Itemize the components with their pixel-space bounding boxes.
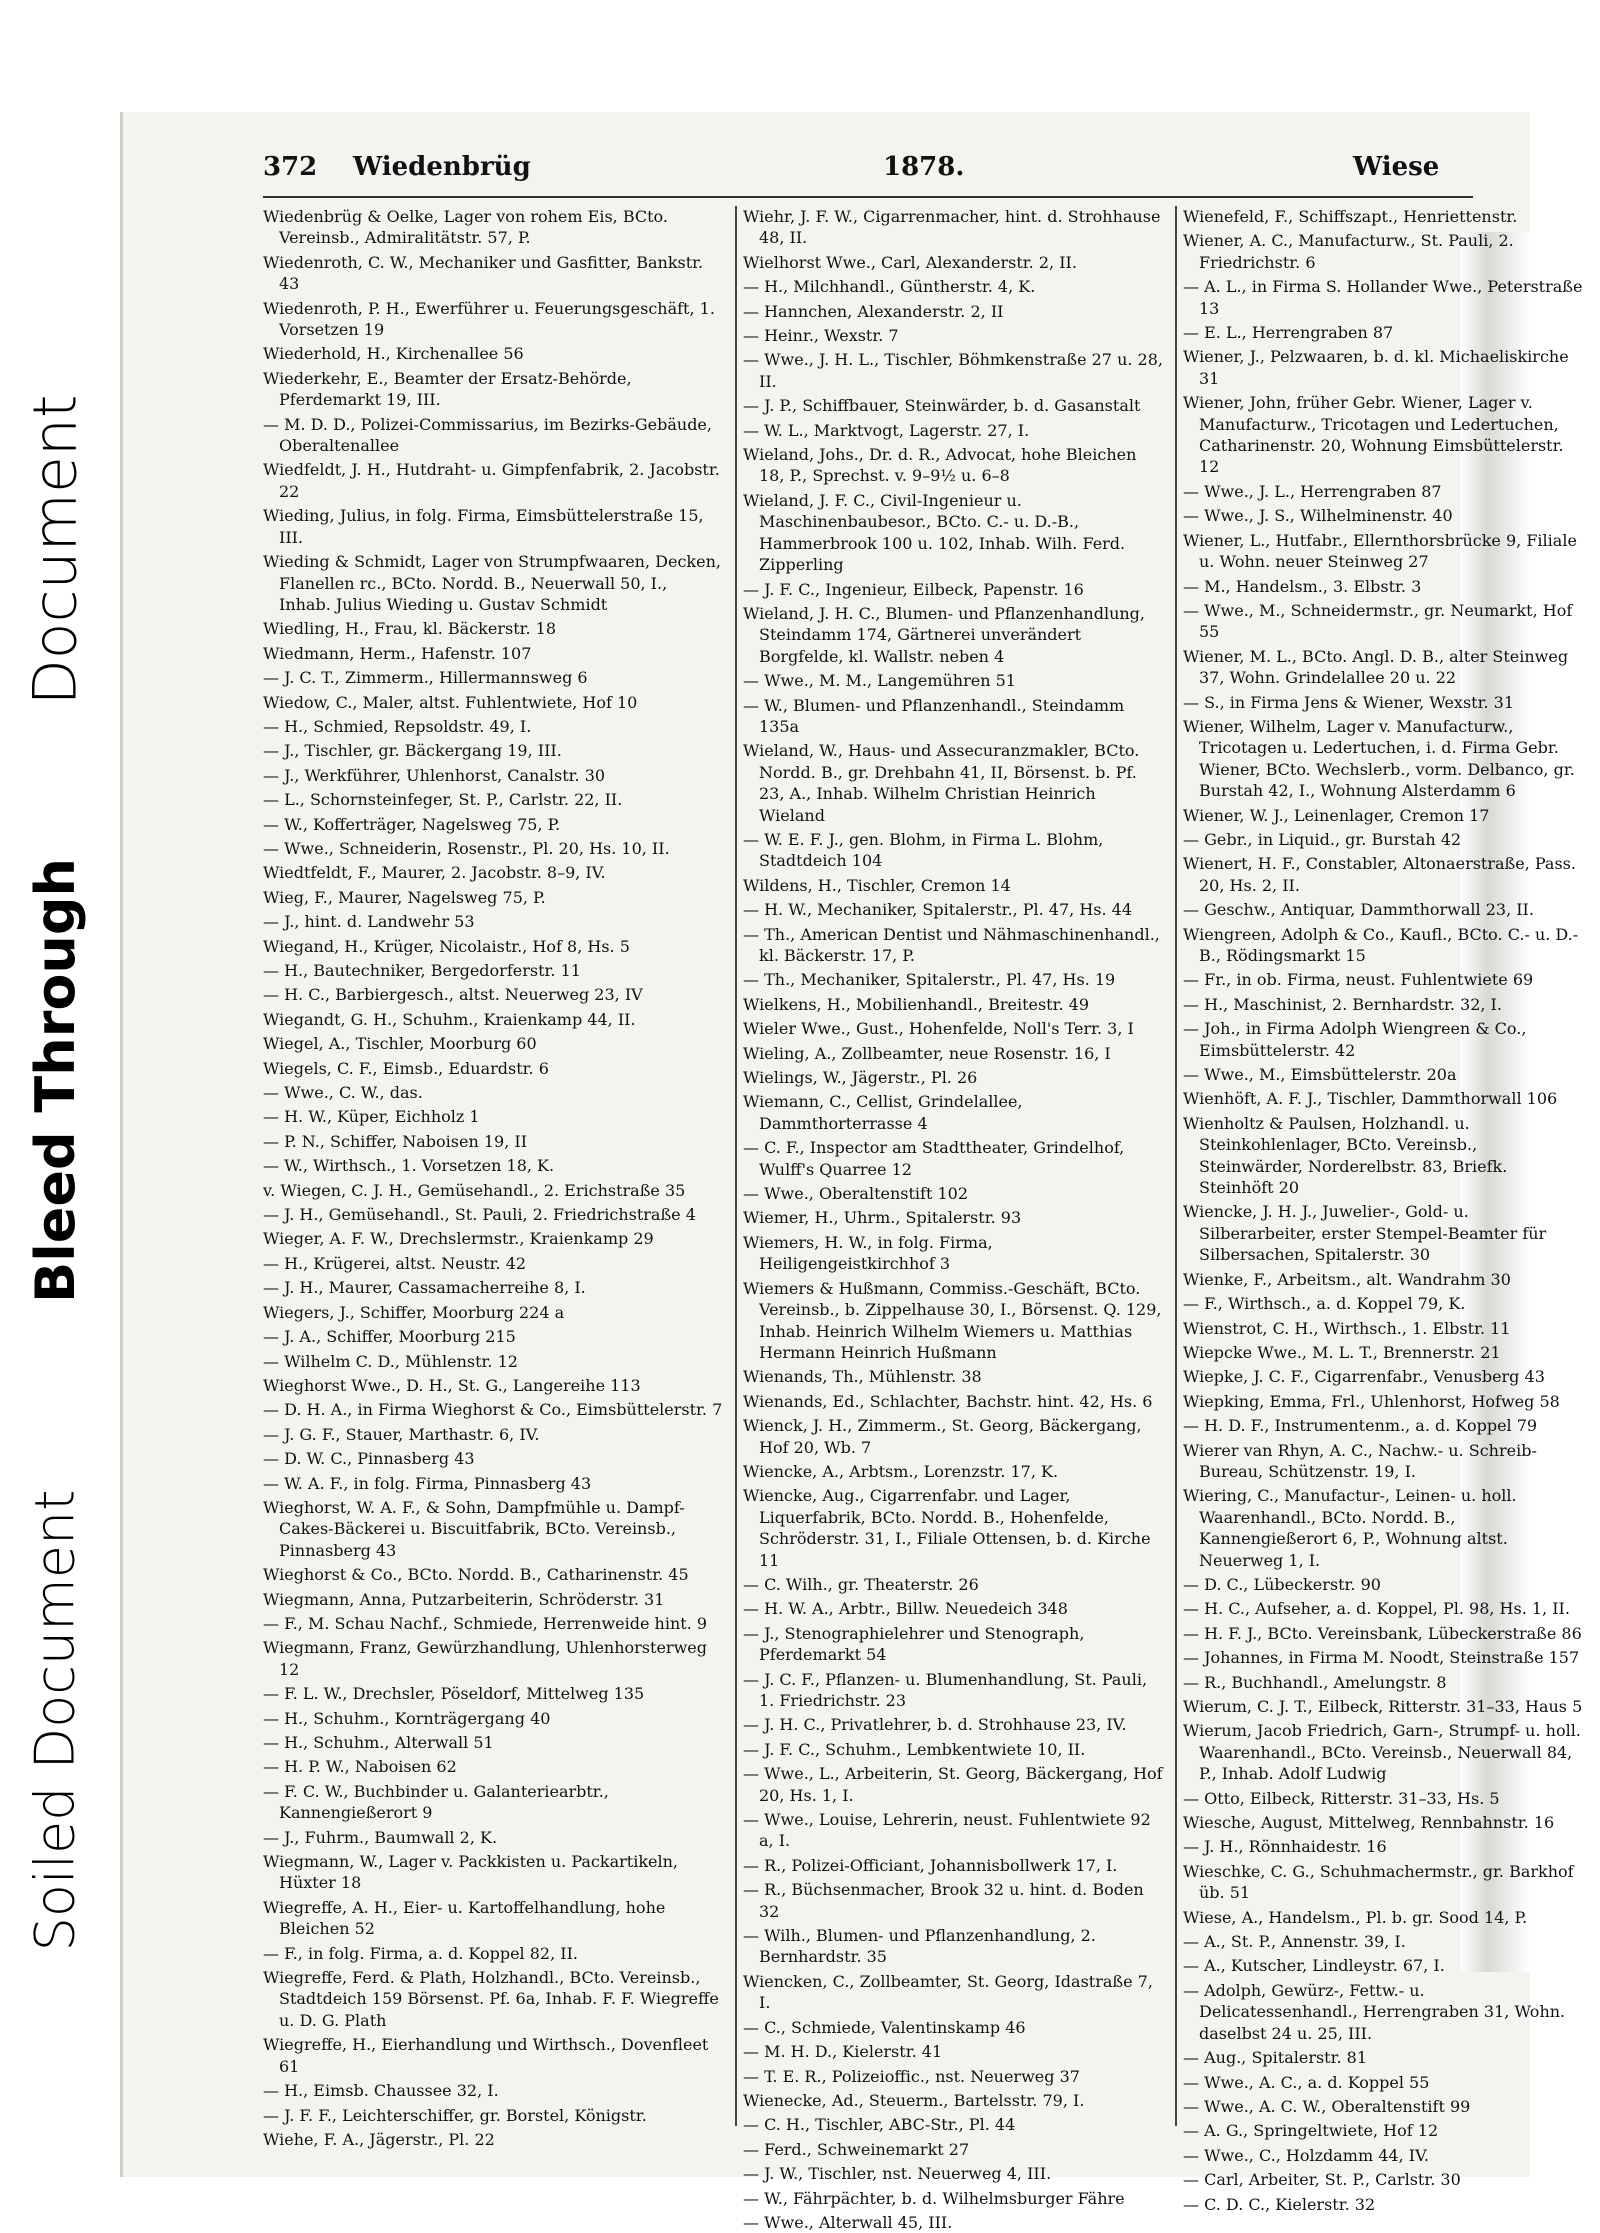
directory-entry: — H., Eimsb. Chaussee 32, I. xyxy=(263,2081,499,2101)
directory-entry: — W., Fährpächter, b. d. Wilhelmsburger Fähre xyxy=(743,2188,1125,2208)
directory-entry: — F. C. W., Buchbinder u. Galanteriearbtr., Kannengießerort 9 xyxy=(263,1781,609,1823)
directory-entry: — H., Bautechniker, Bergedorferstr. 11 xyxy=(263,961,581,980)
directory-entry: — H. C., Aufseher, a. d. Koppel, Pl. 98, Hs. 1, II. xyxy=(1183,1599,1570,1619)
directory-entry: — H. W., Küper, Eichholz 1 xyxy=(263,1107,480,1127)
directory-entry: Wierum, Jacob Friedrich, Garn-, Strumpf- u. holl. Waarenhandl., BCto. Vereinsb., Neuerwall 84, P., Inhab. Adolf Ludwig xyxy=(1183,1721,1581,1784)
directory-entry: Wiencke, J. H. J., Juwelier-, Gold- u. Silberarbeiter, erster Stempel-Beamter für Silbersachen, Spitalerstr. 30 xyxy=(1183,1202,1547,1265)
directory-entry: — Wwe., L., Arbeiterin, St. Georg, Bäckergang, Hof 20, Hs. 1, I. xyxy=(743,1764,1163,1805)
directory-entry: — A., Kutscher, Lindleystr. 67, I. xyxy=(1183,1956,1445,1976)
column-2 xyxy=(743,206,1163,2232)
directory-entry: — J., Stenographielehrer und Stenograph, Pferdemarkt 54 xyxy=(743,1623,1085,1665)
directory-entry: — R., Büchsenmacher, Brook 32 u. hint. d. Boden 32 xyxy=(743,1880,1144,1921)
directory-entry: — H., Schmied, Repsoldstr. 49, I. xyxy=(263,716,532,736)
directory-entry: Wieler Wwe., Gust., Hohenfelde, Noll's Terr. 3, I xyxy=(743,1019,1134,1039)
directory-entry: Wiegreffe, H., Eierhandlung und Wirthsch., Dovenfleet 61 xyxy=(263,2035,709,2076)
directory-entry: Wiesche, August, Mittelweg, Rennbahnstr. 16 xyxy=(1183,1813,1555,1833)
directory-entry: — J. C. T., Zimmerm., Hillermannsweg 6 xyxy=(263,668,588,688)
directory-entry: — Fr., in ob. Firma, neust. Fuhlentwiete 69 xyxy=(1183,970,1534,990)
directory-entry: Wiemers, H. W., in folg. Firma, Heiligengeistkirchhof 3 xyxy=(743,1232,993,1274)
directory-entry: Wiegreffe, A. H., Eier- u. Kartoffelhandlung, hohe Bleichen 52 xyxy=(263,1897,666,1939)
directory-entry: — Wwe., A. C. W., Oberaltenstift 99 xyxy=(1183,2096,1471,2116)
directory-entry: — Wwe., M., Eimsbüttelerstr. 20a xyxy=(1183,1065,1457,1085)
directory-entry: — W. E. F. J., gen. Blohm, in Firma L. Blohm, Stadtdeich 104 xyxy=(743,829,1104,871)
directory-entry: — F., in folg. Firma, a. d. Koppel 82, II. xyxy=(263,1943,578,1963)
directory-entry: Wienholtz & Paulsen, Holzhandl. u. Steinkohlenlager, BCto. Vereinsb., Steinwärder, Norderelbstr. 83, Briefk. Steinhöft 20 xyxy=(1183,1113,1508,1198)
label-bleed-through: Bleed Through xyxy=(23,857,87,1303)
directory-entry: — M. D. D., Polizei-Commissarius, im Bezirks-Gebäude, Oberaltenallee xyxy=(263,414,712,456)
directory-entry: Wiencke, A., Arbtsm., Lorenzstr. 17, K. xyxy=(743,1461,1059,1481)
directory-entry: — Wwe., C. W., das. xyxy=(263,1083,423,1103)
directory-entry: Wiemann, C., Cellist, Grindelallee, Dammthorterrasse 4 xyxy=(743,1092,1023,1133)
directory-entry: — L., Schornsteinfeger, St. P., Carlstr. 22, II. xyxy=(263,790,623,810)
directory-entry: — C., Schmiede, Valentinskamp 46 xyxy=(743,2017,1026,2037)
directory-entry: Wiepking, Emma, Frl., Uhlenhorst, Hofweg 58 xyxy=(1183,1391,1560,1411)
label-soiled-document: Soiled Document xyxy=(23,1489,87,1951)
directory-entry: Wiener, W. J., Leinenlager, Cremon 17 xyxy=(1183,805,1490,825)
directory-entry: — C. F., Inspector am Stadttheater, Grindelhof, Wulff's Quarree 12 xyxy=(743,1138,1125,1179)
directory-entry: Wieghorst, W. A. F., & Sohn, Dampfmühle u. Dampf-Cakes-Bäckerei u. Biscuitfabrik, BCto. Vereinsb., Pinnasberg 43 xyxy=(263,1497,685,1560)
directory-entry: — D. W. C., Pinnasberg 43 xyxy=(263,1449,475,1469)
directory-entry: Wiemer, H., Uhrm., Spitalerstr. 93 xyxy=(743,1208,1022,1228)
directory-entry: — Carl, Arbeiter, St. P., Carlstr. 30 xyxy=(1183,2170,1461,2190)
directory-entry: — Heinr., Wexstr. 7 xyxy=(743,326,899,346)
directory-entry: — Wwe., Oberaltenstift 102 xyxy=(743,1184,969,1204)
directory-entry: Wierum, C. J. T., Eilbeck, Ritterstr. 31–33, Haus 5 xyxy=(1183,1697,1583,1716)
directory-entry: Wiese, A., Handelsm., Pl. b. gr. Sood 14, P. xyxy=(1183,1907,1528,1927)
directory-entry: — J., Werkführer, Uhlenhorst, Canalstr. 30 xyxy=(263,765,606,785)
directory-entry: Wiegmann, Anna, Putzarbeiterin, Schröderstr. 31 xyxy=(263,1589,665,1609)
directory-entry: — J. F. C., Schuhm., Lembkentwiete 10, II. xyxy=(743,1739,1086,1759)
directory-entry: — H. P. W., Naboisen 62 xyxy=(263,1757,457,1777)
directory-entry: — Wwe., J. H. L., Tischler, Böhmkenstraße 27 u. 28, II. xyxy=(743,350,1163,391)
directory-entry: — J. F. C., Ingenieur, Eilbeck, Papenstr. 16 xyxy=(743,579,1084,599)
directory-entry: Wieling, A., Zollbeamter, neue Rosenstr. 16, I xyxy=(743,1043,1111,1063)
directory-entry: Wiepcke Wwe., M. L. T., Brennerstr. 21 xyxy=(1183,1342,1501,1362)
directory-entry: — D. C., Lübeckerstr. 90 xyxy=(1183,1574,1381,1594)
header-right-word: Wiese xyxy=(1353,152,1440,182)
directory-entry: Wiegreffe, Ferd. & Plath, Holzhandl., BCto. Vereinsb., Stadtdeich 159 Börsenst. Pf. 6a, Inhab. F. F. Wiegreffe u. D. G. Plath xyxy=(263,1968,719,2030)
directory-entry: — M. H. D., Kielerstr. 41 xyxy=(743,2042,943,2062)
directory-entry: Wiegels, C. F., Eimsb., Eduardstr. 6 xyxy=(263,1058,549,1078)
column-divider xyxy=(1175,206,1177,2126)
directory-entry: Wierer van Rhyn, A. C., Nachw.- u. Schreib-Bureau, Schützenstr. 19, I. xyxy=(1183,1440,1537,1481)
directory-entry: — J., Fuhrm., Baumwall 2, K. xyxy=(263,1827,498,1847)
directory-entry: Wiedling, H., Frau, kl. Bäckerstr. 18 xyxy=(263,619,557,639)
column-3 xyxy=(1183,206,1583,2214)
directory-entry: Wielings, W., Jägerstr., Pl. 26 xyxy=(743,1068,978,1088)
directory-entry: Wiegel, A., Tischler, Moorburg 60 xyxy=(263,1034,537,1054)
directory-entry: Wiencke, Aug., Cigarrenfabr. und Lager, Liquerfabrik, BCto. Nordd. B., Hohenfelde, Schröderstr. 31, I., Filiale Ottensen, b. d. Kirche 11 xyxy=(743,1486,1151,1570)
directory-entry: Wieschke, C. G., Schuhmachermstr., gr. Barkhof üb. 51 xyxy=(1183,1861,1574,1903)
directory-entry: — J. C. F., Pflanzen- u. Blumenhandlung, St. Pauli, 1. Friedrichstr. 23 xyxy=(743,1669,1148,1710)
directory-entry: Wiener, J., Pelzwaaren, b. d. kl. Michaeliskirche 31 xyxy=(1183,347,1569,388)
directory-entry: — Th., American Dentist und Nähmaschinenhandl., kl. Bäckerstr. 17, P. xyxy=(743,924,1160,965)
header-left-word: Wiedenbrüg xyxy=(353,152,531,182)
directory-entry: — A. L., in Firma S. Hollander Wwe., Peterstraße 13 xyxy=(1183,277,1583,318)
directory-entry: Wiedenroth, C. W., Mechaniker und Gasfitter, Bankstr. 43 xyxy=(263,252,704,294)
directory-entry: Wieland, J. F. C., Civil-Ingenieur u. Maschinenbaubesor., BCto. C.- u. D.-B., Hammerbrook 100 u. 102, Inhab. Wilh. Ferd. Zipperling xyxy=(743,490,1126,575)
page-header xyxy=(233,152,1473,196)
directory-entry: Wiencken, C., Zollbeamter, St. Georg, Idastraße 7, I. xyxy=(743,1971,1153,2013)
directory-entry: Wienecke, Ad., Steuerm., Bartelsstr. 79, I. xyxy=(743,2090,1085,2110)
directory-entry: Wienck, J. H., Zimmerm., St. Georg, Bäckergang, Hof 20, Wb. 7 xyxy=(743,1416,1142,1457)
directory-entry: — T. E. R., Polizeioffic., nst. Neuerweg 37 xyxy=(743,2066,1080,2086)
directory-entry: — F. L. W., Drechsler, Pöseldorf, Mittelweg 135 xyxy=(263,1684,645,1704)
directory-entry: — Hannchen, Alexanderstr. 2, II xyxy=(743,301,1004,321)
directory-entry: — Wwe., J. S., Wilhelminenstr. 40 xyxy=(1183,506,1453,526)
directory-entry: — Gebr., in Liquid., gr. Burstah 42 xyxy=(1183,829,1462,849)
directory-entry: — R., Polizei-Officiant, Johannisbollwerk 17, I. xyxy=(743,1855,1118,1875)
directory-entry: Wiedtfeldt, F., Maurer, 2. Jacobstr. 8–9, IV. xyxy=(263,863,606,883)
directory-entry: Wiener, L., Hutfabr., Ellernthorsbrücke 9, Filiale u. Wohn. neuer Steinweg 27 xyxy=(1183,530,1577,572)
directory-entry: Wienstrot, C. H., Wirthsch., 1. Elbstr. 11 xyxy=(1183,1318,1511,1338)
directory-entry: — J. A., Schiffer, Moorburg 215 xyxy=(263,1327,516,1347)
page-number: 372 xyxy=(263,152,318,182)
directory-entry: — S., in Firma Jens & Wiener, Wexstr. 31 xyxy=(1183,692,1514,712)
directory-entry: — Aug., Spitalerstr. 81 xyxy=(1183,2048,1368,2068)
directory-entry: — W., Kofferträger, Nagelsweg 75, P. xyxy=(263,814,561,834)
directory-entry: Wieding & Schmidt, Lager von Strumpfwaaren, Decken, Flanellen rc., BCto. Nordd. B., Neuerwall 50, I., Inhab. Julius Wieding u. Gustav Schmidt xyxy=(263,552,721,614)
directory-entry: Wieghorst & Co., BCto. Nordd. B., Catharinenstr. 45 xyxy=(263,1565,689,1585)
directory-entry: — Wwe., J. L., Herrengraben 87 xyxy=(1183,481,1442,501)
directory-entry: Wiengreen, Adolph & Co., Kaufl., BCto. C.- u. D.-B., Rödingsmarkt 15 xyxy=(1183,924,1579,965)
directory-entry: Wildens, H., Tischler, Cremon 14 xyxy=(743,875,1011,895)
directory-entry: Wiedenroth, P. H., Ewerführer u. Feuerungsgeschäft, 1. Vorsetzen 19 xyxy=(263,298,715,340)
directory-entry: Wiederhold, H., Kirchenallee 56 xyxy=(263,344,524,364)
directory-entry: — J. W., Tischler, nst. Neuerweg 4, III. xyxy=(743,2164,1052,2184)
directory-entry: — R., Buchhandl., Amelungstr. 8 xyxy=(1183,1672,1447,1692)
directory-entry: v. Wiegen, C. J. H., Gemüsehandl., 2. Erichstraße 35 xyxy=(263,1180,686,1200)
directory-entry: — H., Krügerei, altst. Neustr. 42 xyxy=(263,1253,527,1273)
directory-entry: — P. N., Schiffer, Naboisen 19, II xyxy=(263,1131,528,1151)
directory-entry: Wieland, Johs., Dr. d. R., Advocat, hohe Bleichen 18, P., Sprechst. v. 9–9½ u. 6–8 xyxy=(743,445,1137,486)
directory-entry: — Wwe., C., Holzdamm 44, IV. xyxy=(1183,2145,1429,2165)
directory-entry: — H. F. J., BCto. Vereinsbank, Lübeckerstraße 86 xyxy=(1183,1623,1582,1643)
directory-entry: Wiedmann, Herm., Hafenstr. 107 xyxy=(263,643,532,663)
directory-entry: Wiering, C., Manufactur-, Leinen- u. holl. Waarenhandl., BCto. Nordd. B., Kannengießerort 6, P., Wohnung altst. Neuerweg 1, I. xyxy=(1183,1486,1517,1570)
directory-entry: — W. L., Marktvogt, Lagerstr. 27, I. xyxy=(743,420,1030,440)
directory-entry: Wiederkehr, E., Beamter der Ersatz-Behörde, Pferdemarkt 19, III. xyxy=(263,368,632,410)
directory-entry: — Ferd., Schweinemarkt 27 xyxy=(743,2139,970,2159)
directory-entry: — Wwe., Schneiderin, Rosenstr., Pl. 20, Hs. 10, II. xyxy=(263,838,670,858)
directory-entry: — Otto, Eilbeck, Ritterstr. 31–33, Hs. 5 xyxy=(1183,1788,1500,1808)
directory-entry: Wiedfeldt, J. H., Hutdraht- u. Gimpfenfabrik, 2. Jacobstr. 22 xyxy=(263,460,720,501)
directory-entry: — W., Blumen- und Pflanzenhandl., Steindamm 135a xyxy=(743,695,1125,736)
directory-entry: Wiegmann, Franz, Gewürzhandlung, Uhlenhorsterweg 12 xyxy=(263,1638,707,1679)
directory-entry: Wieghorst Wwe., D. H., St. G., Langereihe 113 xyxy=(263,1375,641,1395)
directory-entry: Wiener, Wilhelm, Lager v. Manufacturw., Tricotagen u. Ledertuchen, i. d. Firma Gebr. Wiener, BCto. Wechslerb., vorm. Delbanco, gr. Burstah 42, I., Wohnung Alsterdamm 6 xyxy=(1183,716,1575,801)
directory-entry: Wiedenbrüg & Oelke, Lager von rohem Eis, BCto. Vereinsb., Admiralitätstr. 57, P. xyxy=(263,207,668,248)
directory-entry: — Johannes, in Firma M. Noodt, Steinstraße 157 xyxy=(1183,1648,1580,1668)
directory-entry: — H., Milchhandl., Güntherstr. 4, K. xyxy=(743,277,1036,297)
directory-entry: Wieland, W., Haus- und Assecuranzmakler, BCto. Nordd. B., gr. Drehbahn 41, II, Börsenst. b. Pf. 23, A., Inhab. Wilhelm Christian Heinrich Wieland xyxy=(743,741,1140,825)
directory-entry: Wiegandt, G. H., Schuhm., Kraienkamp 44, II. xyxy=(263,1009,636,1029)
column-divider xyxy=(735,206,737,2126)
directory-entry: — F., M. Schau Nachf., Schmiede, Herrenweide hint. 9 xyxy=(263,1613,708,1633)
directory-entry: Wiegmann, W., Lager v. Packkisten u. Packartikeln, Hüxter 18 xyxy=(263,1852,678,1893)
directory-entry: — J. F. F., Leichterschiffer, gr. Borstel, Königstr. xyxy=(263,2105,647,2125)
directory-entry: — A., St. P., Annenstr. 39, I. xyxy=(1183,1932,1406,1952)
directory-entry: — J. H., Gemüsehandl., St. Pauli, 2. Friedrichstraße 4 xyxy=(263,1205,696,1225)
directory-entry: — H., Maschinist, 2. Bernhardstr. 32, I. xyxy=(1183,994,1502,1014)
directory-entry: — H., Schuhm., Kornträgergang 40 xyxy=(263,1708,551,1728)
directory-page xyxy=(120,112,1583,2232)
directory-entry: Wiener, A. C., Manufacturw., St. Pauli, 2. Friedrichstr. 6 xyxy=(1183,231,1514,272)
directory-entry: Wieger, A. F. W., Drechslermstr., Kraienkamp 29 xyxy=(263,1229,654,1249)
directory-entry: Wieland, J. H. C., Blumen- und Pflanzenhandlung, Steindamm 174, Gärtnerei unverändert Borgfelde, kl. Wallstr. neben 4 xyxy=(743,603,1146,666)
directory-entry: Wiener, John, früher Gebr. Wiener, Lager v. Manufacturw., Tricotagen und Ledertuchen, Catharinenstr. 20, Wohnung Eimsbüttelerstr. 12 xyxy=(1183,393,1564,477)
directory-entry: — C. Wilh., gr. Theaterstr. 26 xyxy=(743,1574,979,1594)
directory-entry: — Th., Mechaniker, Spitalerstr., Pl. 47, Hs. 19 xyxy=(743,970,1116,990)
directory-entry: Wiegand, H., Krüger, Nicolaistr., Hof 8, Hs. 5 xyxy=(263,936,630,956)
directory-entry: — Wwe., Alterwall 45, III. xyxy=(743,2212,953,2232)
directory-entry: Wienert, H. F., Constabler, Altonaerstraße, Pass. 20, Hs. 2, II. xyxy=(1183,854,1576,895)
directory-entry: Wienhöft, A. F. J., Tischler, Dammthorwall 106 xyxy=(1183,1089,1558,1109)
header-rule xyxy=(263,196,1473,198)
directory-entry: Wiehr, J. F. W., Cigarrenmacher, hint. d. Strohhause 48, II. xyxy=(743,207,1161,248)
directory-entry: — J. H., Maurer, Cassamacherreihe 8, I. xyxy=(263,1278,586,1298)
directory-entry: — H. C., Barbiergesch., altst. Neuerweg 23, IV xyxy=(263,985,643,1005)
directory-entry: — H., Schuhm., Alterwall 51 xyxy=(263,1733,494,1752)
directory-entry: Wieding, Julius, in folg. Firma, Eimsbüttelerstraße 15, III. xyxy=(263,506,704,547)
directory-entry: Wielhorst Wwe., Carl, Alexanderstr. 2, II. xyxy=(743,252,1077,272)
directory-entry: — F., Wirthsch., a. d. Koppel 79, K. xyxy=(1183,1294,1466,1314)
directory-entry: — D. H. A., in Firma Wieghorst & Co., Eimsbüttelerstr. 7 xyxy=(263,1400,723,1420)
directory-entry: Wiedow, C., Maler, altst. Fuhlentwiete, Hof 10 xyxy=(263,692,638,712)
directory-entry: — C. D. C., Kielerstr. 32 xyxy=(1183,2194,1376,2214)
directory-entry: — Wilhelm C. D., Mühlenstr. 12 xyxy=(263,1351,518,1371)
directory-entry: — M., Handelsm., 3. Elbstr. 3 xyxy=(1183,576,1422,596)
label-document: Document xyxy=(20,394,90,706)
directory-entry: — J. H. C., Privatlehrer, b. d. Strohhause 23, IV. xyxy=(743,1715,1127,1735)
directory-entry: Wiener, M. L., BCto. Angl. D. B., alter Steinweg 37, Wohn. Grindelallee 20 u. 22 xyxy=(1183,646,1569,688)
directory-entry: — Joh., in Firma Adolph Wiengreen & Co., Eimsbüttelerstr. 42 xyxy=(1183,1019,1527,1060)
directory-entry: Wiegers, J., Schiffer, Moorburg 224 a xyxy=(263,1302,565,1322)
directory-entry: — E. L., Herrengraben 87 xyxy=(1183,323,1394,343)
directory-entry: — W., Wirthsch., 1. Vorsetzen 18, K. xyxy=(263,1156,555,1176)
directory-entry: — Adolph, Gewürz-, Fettw.- u. Delicatessenhandl., Herrengraben 31, Wohn. daselbst 24 u. 25, III. xyxy=(1183,1980,1566,2043)
directory-entry: Wiehe, F. A., Jägerstr., Pl. 22 xyxy=(263,2129,495,2149)
directory-entry: Wiemers & Hußmann, Commiss.-Geschäft, BCto. Vereinsb., b. Zippelhause 30, I., Börsenst. Q. 129, Inhab. Heinrich Wilhelm Wiemers u. Matthias Hermann Heinrich Hußmann xyxy=(743,1278,1162,1362)
directory-entry: — Wwe., M. M., Langemühren 51 xyxy=(743,671,1016,691)
directory-entry: Wienands, Ed., Schlachter, Bachstr. hint. 42, Hs. 6 xyxy=(743,1391,1153,1411)
directory-entry: — J. G. F., Stauer, Marthastr. 6, IV. xyxy=(263,1424,540,1444)
directory-entry: Wienands, Th., Mühlenstr. 38 xyxy=(743,1367,982,1387)
directory-entry: Wienke, F., Arbeitsm., alt. Wandrahm 30 xyxy=(1183,1269,1511,1289)
directory-entry: — Wwe., Louise, Lehrerin, neust. Fuhlentwiete 92 a, I. xyxy=(743,1810,1151,1851)
column-1 xyxy=(263,206,723,2149)
directory-entry: — J. P., Schiffbauer, Steinwärder, b. d. Gasanstalt xyxy=(743,396,1141,416)
directory-entry: — Geschw., Antiquar, Dammthorwall 23, II. xyxy=(1183,900,1534,920)
directory-entry: — H. W. A., Arbtr., Billw. Neuedeich 348 xyxy=(743,1599,1068,1619)
directory-entry: — A. G., Springeltwiete, Hof 12 xyxy=(1183,2121,1439,2141)
directory-entry: — C. H., Tischler, ABC-Str., Pl. 44 xyxy=(743,2115,1016,2135)
directory-entry: Wienefeld, F., Schiffszapt., Henriettenstr. xyxy=(1183,207,1518,226)
directory-entry: Wielkens, H., Mobilienhandl., Breitestr. 49 xyxy=(743,994,1090,1014)
directory-entry: Wiepke, J. C. F., Cigarrenfabr., Venusberg 43 xyxy=(1183,1367,1545,1387)
directory-entry: — H. W., Mechaniker, Spitalerstr., Pl. 47, Hs. 44 xyxy=(743,900,1133,920)
directory-entry: — Wwe., A. C., a. d. Koppel 55 xyxy=(1183,2072,1430,2092)
directory-entry: — H. D. F., Instrumentenm., a. d. Koppel 79 xyxy=(1183,1416,1538,1436)
directory-entry: — J., hint. d. Landwehr 53 xyxy=(263,912,475,932)
directory-entry: — Wwe., M., Schneidermstr., gr. Neumarkt, Hof 55 xyxy=(1183,600,1573,642)
directory-entry: — W. A. F., in folg. Firma, Pinnasberg 43 xyxy=(263,1473,592,1493)
directory-entry: — Wilh., Blumen- und Pflanzenhandlung, 2. Bernhardstr. 35 xyxy=(743,1926,1096,1967)
directory-entry: — J., Tischler, gr. Bäckergang 19, III. xyxy=(263,741,562,761)
header-year: 1878. xyxy=(883,152,965,182)
directory-entry: Wieg, F., Maurer, Nagelsweg 75, P. xyxy=(263,887,546,907)
directory-entry: — J. H., Rönnhaidestr. 16 xyxy=(1183,1837,1387,1857)
